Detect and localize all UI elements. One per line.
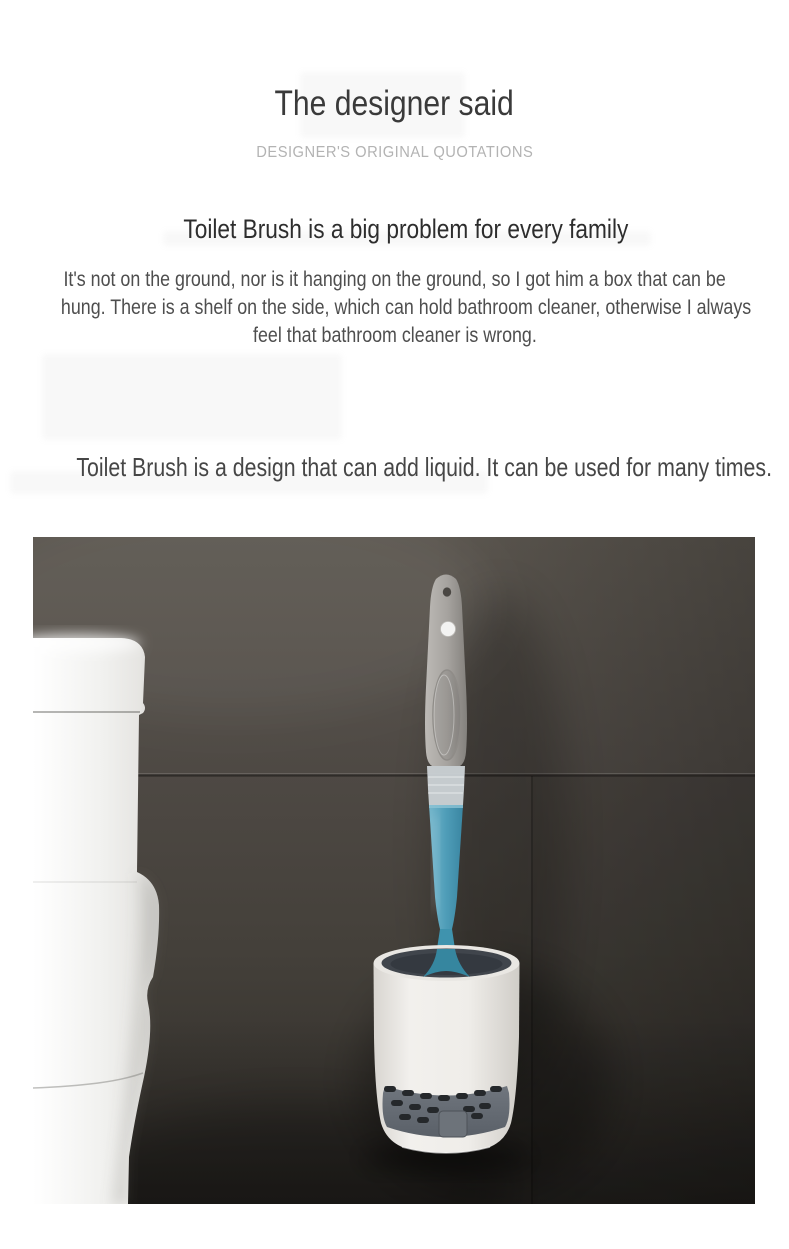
page-title-text: The designer said: [274, 84, 515, 123]
body-line-3: feel that bathroom cleaner is wrong.: [252, 324, 537, 347]
hang-hole-icon: [443, 587, 451, 596]
mount-clip: [439, 1111, 467, 1137]
handle-button: [441, 622, 456, 637]
product-tagline-text: Toilet Brush is a design that can add liquid. It can be used for many times.: [76, 452, 773, 482]
watermark-ghost: [42, 354, 342, 440]
liquid-meniscus: [429, 805, 463, 808]
section-heading: [11, 214, 789, 245]
page-title: [0, 84, 789, 124]
section-heading-text: Toilet Brush is a big problem for every family: [183, 214, 628, 244]
page-subtitle: [0, 144, 789, 162]
product-photo: [33, 537, 755, 1204]
product-tagline: [0, 452, 789, 483]
section-body: [0, 266, 789, 350]
handle-grip-inset: [433, 670, 461, 760]
body-line-1: It's not on the ground, nor is it hanging on the ground, so I got him a box that can be: [63, 268, 726, 291]
page-subtitle-text: DESIGNER'S ORIGINAL QUOTATIONS: [256, 144, 533, 161]
body-line-2: hung. There is a shelf on the side, which can hold bathroom cleaner, otherwise I always: [60, 296, 752, 319]
